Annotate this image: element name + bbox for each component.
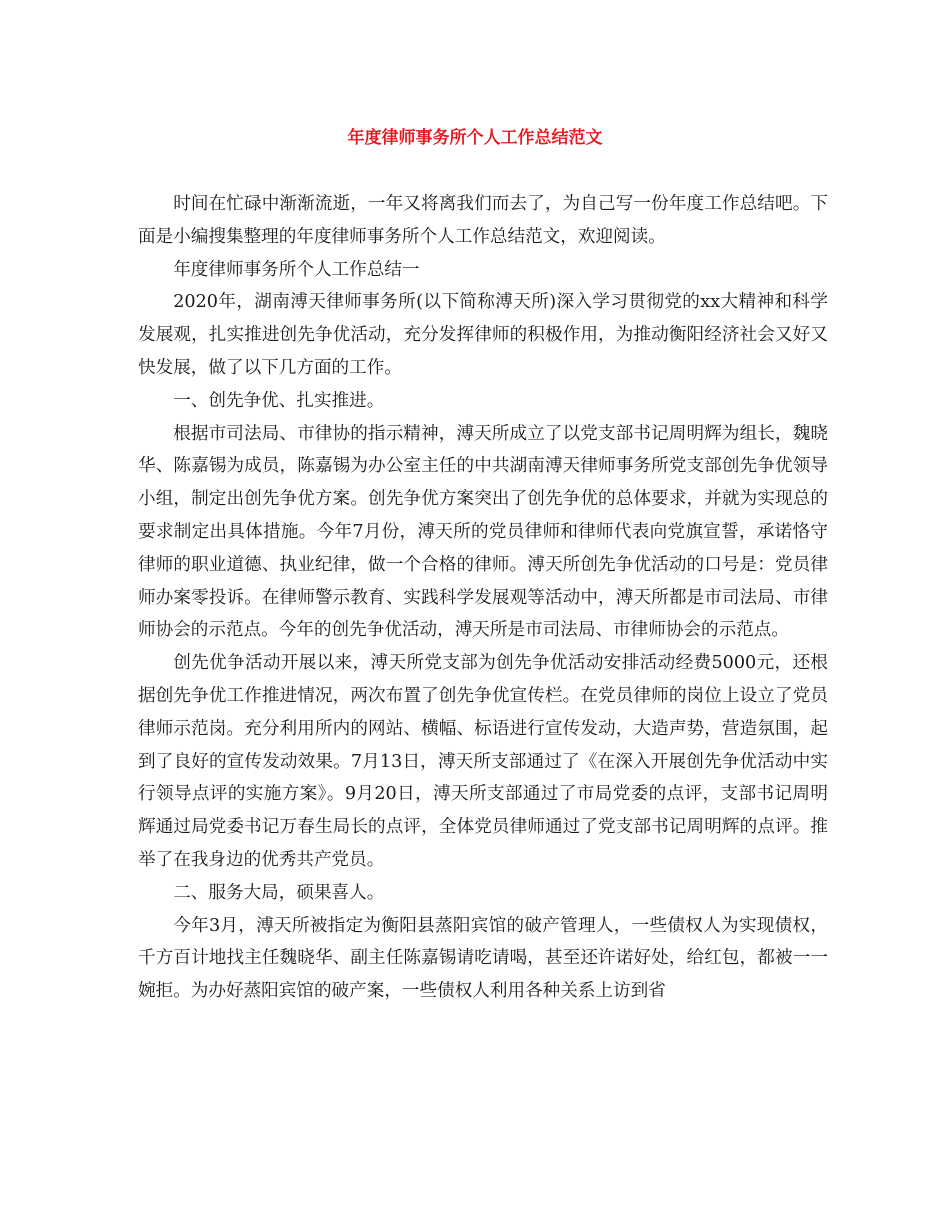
document-body [138,188,828,1008]
paragraph-intro: 时间在忙碌中渐渐流逝，一年又将离我们而去了，为自己写一份年度工作总结吧。下面是小编搜集整理的年度律师事务所个人工作总结范文，欢迎阅读。 [138,194,828,247]
paragraph-overview: 2020年，湖南溥天律师事务所(以下简称溥天所)深入学习贯彻党的xx大精神和科学发展观，扎实推进创先争优活动，充分发挥律师的积极作用，为推动衡阳经济社会又好又快发展，做了以下几方面的工作。 [138,292,828,378]
section-heading-2: 二、服务大局，硕果喜人。 [173,882,385,903]
document-title: 年度律师事务所个人工作总结范文 [347,128,603,148]
paragraph-section-2-a: 今年3月，溥天所被指定为衡阳县蒸阳宾馆的破产管理人，一些债权人为实现债权，千方百计地找主任魏晓华、副主任陈嘉锡请吃请喝，甚至还许诺好处，给红包，都被一一婉拒。为办好蒸阳宾馆的破产案，一些债权人利用各种关系上访到省 [138,915,828,1002]
paragraph-heading-one: 年度律师事务所个人工作总结一 [173,259,420,280]
paragraph-section-1-b: 创先优争活动开展以来，溥天所党支部为创先争优活动安排活动经费5000元，还根据创先争优工作推进情况，两次布置了创先争优宣传栏。在党员律师的岗位上设立了党员律师示范岗。充分利用所内的网站、横幅、标语进行宣传发动，大造声势，营造氛围，起到了良好的宣传发动效果。7月13日，溥天所支部通过了《在深入开展创先争优活动中实行领导点评的实施方案》。9月20日，溥天所支部通过了市局党委的点评，支部书记周明辉通过局党委书记万春生局长的点评，全体党员律师通过了党支部书记周明辉的点评。推举了在我身边的优秀共产党员。 [138,653,828,870]
section-heading-1: 一、创先争优、扎实推进。 [173,390,385,411]
paragraph-section-1-a: 根据市司法局、市律协的指示精神，溥天所成立了以党支部书记周明辉为组长，魏晓华、陈嘉锡为成员，陈嘉锡为办公室主任的中共湖南溥天律师事务所党支部创先争优领导小组，制定出创先争优方案。创先争优方案突出了创先争优的总体要求，并就为实现总的要求制定出具体措施。今年7月份，溥天所的党员律师和律师代表向党旗宣誓，承诺恪守律师的职业道德、执业纪律，做一个合格的律师。溥天所创先争优活动的口号是：党员律师办案零投诉。在律师警示教育、实践科学发展观等活动中，溥天所都是市司法局、市律师协会的示范点。今年的创先争优活动，溥天所是市司法局、市律师协会的示范点。 [138,423,828,641]
